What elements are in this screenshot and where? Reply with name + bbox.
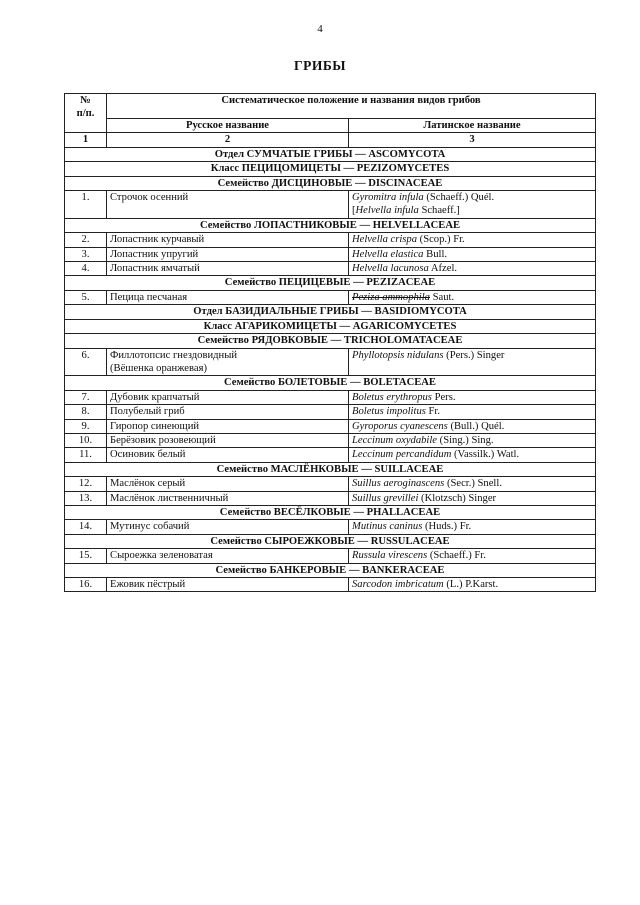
- class-heading: Класс АГАРИКОМИЦЕТЫ — AGARICOMYCETES: [65, 319, 596, 333]
- latin-name: [349, 520, 596, 534]
- species-row: [65, 247, 596, 261]
- class-heading: Класс ПЕЦИЦОМИЦЕТЫ — PEZIZOMYCETES: [65, 162, 596, 176]
- column-index-row: [65, 133, 596, 147]
- family-heading: Семейство БОЛЕТОВЫЕ — BOLETACEAE: [65, 376, 596, 390]
- family-heading: Семейство ПЕЦИЦЕВЫЕ — PEZIZACEAE: [65, 276, 596, 290]
- family-heading: Семейство МАСЛЁНКОВЫЕ — SUILLACEAE: [65, 462, 596, 476]
- synonym-binomial: Helvella infula: [355, 205, 419, 217]
- latin-author: (Vassilk.) Watl.: [451, 449, 520, 461]
- latin-author: (Klotzsch) Singer: [418, 492, 497, 504]
- latin-name: [349, 390, 596, 404]
- latin-name: [349, 419, 596, 433]
- taxon-group-row: [65, 334, 596, 348]
- taxon-group-row: [65, 176, 596, 190]
- russian-name: Лопастник курчавый: [107, 233, 349, 247]
- latin-author: Bull.: [423, 248, 448, 260]
- synonym-bracket: [: [352, 205, 356, 217]
- russian-name: Полубелый гриб: [107, 405, 349, 419]
- russian-name-header: Русское название: [107, 119, 349, 133]
- latin-author: (Schaeff.) Quél.: [423, 192, 495, 204]
- species-row: [65, 405, 596, 419]
- taxon-group-row: [65, 319, 596, 333]
- taxon-group-row: [65, 305, 596, 319]
- latin-author: Fr.: [425, 406, 441, 418]
- species-row: [65, 433, 596, 447]
- latin-author: (Bull.) Quél.: [447, 420, 505, 432]
- family-heading: Семейство ВЕСЁЛКОВЫЕ — PHALLACEAE: [65, 505, 596, 519]
- latin-binomial: Russula virescens: [352, 550, 428, 562]
- species-number: 5.: [65, 290, 107, 304]
- number-sign: №: [80, 95, 91, 106]
- family-heading: Семейство РЯДОВКОВЫЕ — TRICHOLOMATACEAE: [65, 334, 596, 348]
- number-abbrev: п/п.: [76, 108, 95, 120]
- russian-name: Маслёнок лиственничный: [107, 491, 349, 505]
- latin-author: Pers.: [431, 391, 456, 403]
- latin-name: [349, 233, 596, 247]
- fungi-species-table: [64, 93, 596, 592]
- species-row: [65, 448, 596, 462]
- latin-binomial: Gyroporus cyanescens: [352, 420, 448, 432]
- latin-author: (Sing.) Sing.: [437, 434, 494, 446]
- page-number: 4: [317, 23, 323, 35]
- species-row: [65, 262, 596, 276]
- latin-binomial: Gyromitra infula: [352, 192, 424, 204]
- latin-name: [349, 405, 596, 419]
- species-row: [65, 477, 596, 491]
- latin-author: Saut.: [429, 291, 455, 303]
- latin-name: [349, 448, 596, 462]
- species-number: 6.: [65, 348, 107, 376]
- russian-name-alternate: (Вёшенка оранжевая): [110, 362, 207, 374]
- russian-name: Осиновик белый: [107, 448, 349, 462]
- page-title: ГРИБЫ: [293, 58, 347, 73]
- latin-author: (L.) P.Karst.: [443, 579, 499, 590]
- latin-author: (Secr.) Snell.: [444, 478, 502, 490]
- species-row: [65, 520, 596, 534]
- latin-author: (Scop.) Fr.: [417, 234, 465, 246]
- latin-binomial: Sarcodon imbricatum: [352, 579, 444, 590]
- latin-name: [349, 477, 596, 491]
- latin-binomial: Leccinum oxydabile: [352, 434, 438, 446]
- column-index: 2: [107, 133, 349, 147]
- family-heading: Семейство БАНКЕРОВЫЕ — BANKERACEAE: [65, 563, 596, 577]
- latin-binomial: Mutinus caninus: [352, 521, 423, 533]
- taxon-group-row: [65, 162, 596, 176]
- number-column-header: [65, 94, 107, 133]
- latin-name: [349, 549, 596, 563]
- latin-author: (Pers.) Singer: [443, 349, 505, 361]
- latin-author: (Schaeff.) Fr.: [427, 550, 486, 562]
- species-row: [65, 191, 596, 219]
- species-number: 16.: [65, 578, 107, 592]
- russian-name: Строчок осенний: [107, 191, 349, 219]
- latin-name: [349, 247, 596, 261]
- russian-name: [107, 348, 349, 376]
- russian-name: Лопастник упругий: [107, 247, 349, 261]
- species-number: 4.: [65, 262, 107, 276]
- species-row: [65, 233, 596, 247]
- species-row: [65, 549, 596, 563]
- latin-binomial: Boletus impolitus: [352, 406, 426, 418]
- taxon-group-row: [65, 505, 596, 519]
- latin-author: Afzel.: [428, 263, 458, 275]
- column-index: 3: [349, 133, 596, 147]
- species-number: 9.: [65, 419, 107, 433]
- family-heading: Семейство ЛОПАСТНИКОВЫЕ — HELVELLACEAE: [65, 218, 596, 232]
- species-row: [65, 578, 596, 592]
- division-heading: Отдел БАЗИДИАЛЬНЫЕ ГРИБЫ — BASIDIOMYCOTA: [65, 305, 596, 319]
- synonym-author: Schaeff.]: [418, 205, 460, 217]
- latin-name: [349, 578, 596, 592]
- species-row: [65, 290, 596, 304]
- species-number: 7.: [65, 390, 107, 404]
- latin-name: [349, 191, 596, 219]
- latin-name-header: Латинское название: [349, 119, 596, 133]
- species-row: [65, 390, 596, 404]
- species-number: 12.: [65, 477, 107, 491]
- species-number: 15.: [65, 549, 107, 563]
- species-number: 14.: [65, 520, 107, 534]
- family-heading: Семейство ДИСЦИНОВЫЕ — DISCINACEAE: [65, 176, 596, 190]
- taxon-group-row: [65, 276, 596, 290]
- latin-binomial: Phyllotopsis nidulans: [352, 349, 444, 361]
- species-number: 11.: [65, 448, 107, 462]
- latin-name: [349, 491, 596, 505]
- russian-name: Ежовик пёстрый: [107, 578, 349, 592]
- latin-name: [349, 290, 596, 304]
- species-number: 1.: [65, 191, 107, 219]
- russian-name-primary: Филлотопсис гнездовидный: [110, 349, 237, 361]
- latin-author: (Huds.) Fr.: [422, 521, 472, 533]
- latin-binomial: Helvella elastica: [352, 248, 424, 260]
- latin-binomial: Leccinum percandidum: [352, 449, 452, 461]
- taxon-group-row: [65, 147, 596, 161]
- division-heading: Отдел СУМЧАТЫЕ ГРИБЫ — ASCOMYCOTA: [65, 147, 596, 161]
- russian-name: Дубовик крапчатый: [107, 390, 349, 404]
- russian-name: Лопастник ямчатый: [107, 262, 349, 276]
- species-number: 8.: [65, 405, 107, 419]
- taxon-group-row: [65, 563, 596, 577]
- taxon-group-row: [65, 534, 596, 548]
- species-row: [65, 491, 596, 505]
- taxon-group-row: [65, 218, 596, 232]
- russian-name: Берёзовик розовеющий: [107, 433, 349, 447]
- russian-name: Сыроежка зеленоватая: [107, 549, 349, 563]
- latin-binomial: Helvella lacunosa: [352, 263, 429, 275]
- latin-name: [349, 262, 596, 276]
- column-index: 1: [65, 133, 107, 147]
- russian-name: Гиропор синеющий: [107, 419, 349, 433]
- latin-binomial: Suillus aeroginascens: [352, 478, 445, 490]
- species-number: 10.: [65, 433, 107, 447]
- latin-name: [349, 433, 596, 447]
- taxon-group-row: [65, 462, 596, 476]
- latin-binomial: Helvella crispa: [352, 234, 418, 246]
- species-row: [65, 419, 596, 433]
- species-number: 2.: [65, 233, 107, 247]
- species-number: 3.: [65, 247, 107, 261]
- latin-binomial: Boletus erythropus: [352, 391, 432, 403]
- family-heading: Семейство СЫРОЕЖКОВЫЕ — RUSSULACEAE: [65, 534, 596, 548]
- russian-name: Пецица песчаная: [107, 290, 349, 304]
- latin-name: [349, 348, 596, 376]
- taxon-group-row: [65, 376, 596, 390]
- species-number: 13.: [65, 491, 107, 505]
- latin-binomial: Suillus grevillei: [352, 492, 419, 504]
- russian-name: Маслёнок серый: [107, 477, 349, 491]
- russian-name: Мутинус собачий: [107, 520, 349, 534]
- species-row: [65, 348, 596, 376]
- latin-binomial: Peziza ammophila: [352, 291, 430, 303]
- systematic-position-header: Систематическое положение и названия видов грибов: [107, 94, 596, 119]
